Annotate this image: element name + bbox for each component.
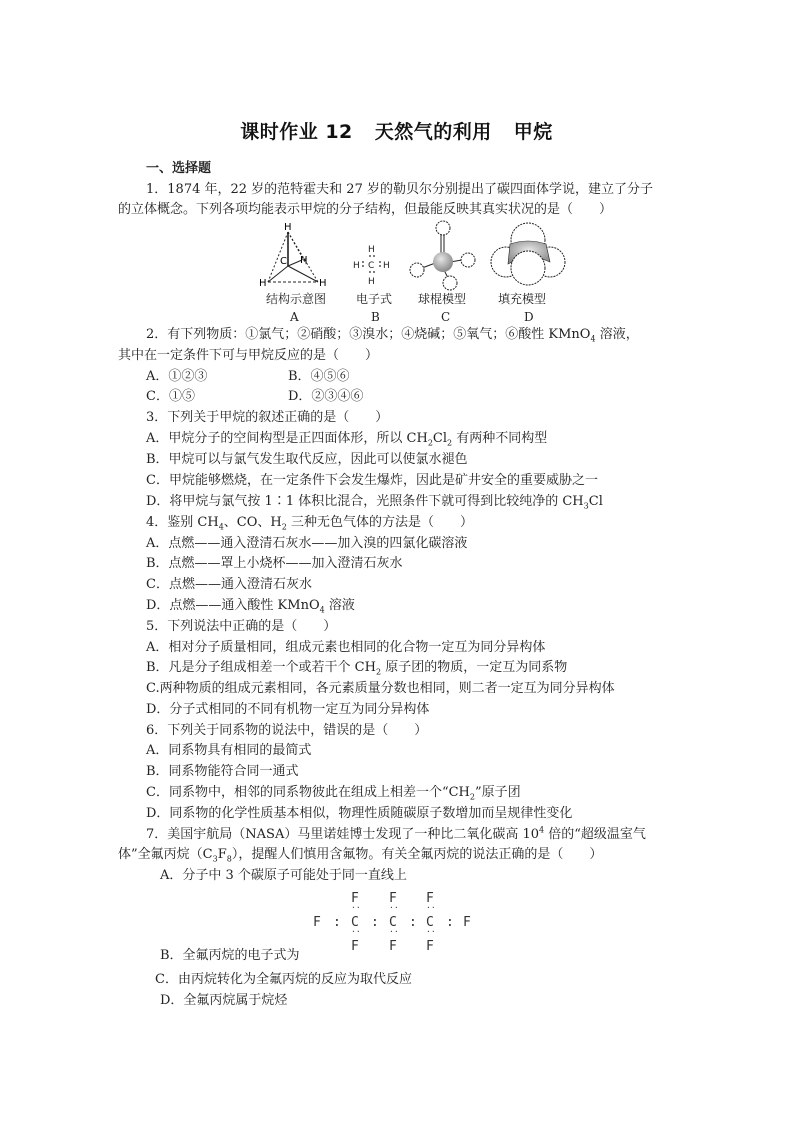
- q7-option-d[interactable]: D．全氟丙烷属于烷烃: [160, 993, 288, 1008]
- q3-option-d[interactable]: D．将甲烷与氯气按 1∶1 体积比混合，光照条件下就可得到比较纯净的 $CH_3Cl$: [146, 494, 603, 511]
- q2-stem-line2: 其中在一定条件下可与甲烷反应的是（ ）: [118, 348, 379, 363]
- eb-h-top: H: [368, 245, 375, 255]
- q7-option-a[interactable]: A．分子中 3 个碳原子可能处于同一直线上: [160, 868, 407, 883]
- page-title: [0, 117, 793, 144]
- q4-stem: 4．鉴别 $CH_4$、CO、$H_2$ 三种无色气体的方法是（ ）: [146, 515, 473, 532]
- q2-option-d[interactable]: D．②③④⑥: [288, 389, 364, 404]
- q1-stem-line2: 的立体概念。下列各项均能表示甲烷的分子结构，但最能反映其真实状况的是（ ）: [118, 202, 613, 217]
- q2-stem-line1: 2．有下列物质：①氯气；②硝酸；③溴水；④烧碱；⑤氧气；⑥酸性 KMnO$_4$ 溶液，: [146, 327, 639, 344]
- q4-option-d[interactable]: D．点燃——通入酸性 KMnO$_4$ 溶液: [146, 598, 355, 615]
- figure-caption-c: 球棍模型: [418, 292, 467, 306]
- title-part-2: 天然气的利用: [374, 121, 492, 143]
- q6-option-a[interactable]: A．同系物具有相同的最简式: [146, 743, 312, 758]
- figure-caption-b: 电子式: [356, 292, 393, 306]
- q7-stem-line1: 7．美国宇航局（NASA）马里诺娃博士发现了一种比二氧化碳高 $10^4$ 倍的“超级温室气: [146, 825, 646, 842]
- figure-letter-d: D: [524, 310, 534, 324]
- q6-option-b[interactable]: B．同系物能符合同一通式: [146, 764, 299, 779]
- perfluoropropane-electron-formula: F F F F : C : C : C : F ·· ·· ·· ·· ·· ·· F F F: [313, 891, 471, 954]
- q7-stem-line2: 体”全氟丙烷$(C_3F_8)$，提醒人们慎用含氟物。有关全氟丙烷的说法正确的是（ ）: [118, 847, 603, 864]
- methane-ball-stick-model: [408, 220, 480, 292]
- h-atom-right: H: [319, 278, 327, 289]
- h-atom-top: H: [284, 222, 292, 233]
- q5-option-d[interactable]: D．分子式相同的不同有机物一定互为同分异构体: [146, 702, 430, 717]
- q5-option-a[interactable]: A．相对分子质量相同，组成元素也相同的化合物一定互为同分异构体: [146, 640, 546, 655]
- figure-caption-a: 结构示意图: [266, 292, 327, 306]
- q2-option-a[interactable]: A．①②③: [146, 369, 208, 384]
- q2-option-c[interactable]: C．①⑤: [146, 389, 195, 404]
- section-heading: 一、选择题: [146, 161, 212, 176]
- title-part-3: 甲烷: [513, 121, 553, 143]
- figure-letter-a: A: [290, 310, 299, 324]
- eb-c: C: [368, 261, 375, 271]
- q5-option-c[interactable]: C.两种物质的组成元素相同，各元素质量分数也相同，则二者一定互为同分异构体: [146, 681, 615, 696]
- q5-option-b[interactable]: B．凡是分子组成相差一个或若干个 $CH_2$ 原子团的物质，一定互为同系物: [146, 660, 568, 677]
- q3-option-b[interactable]: B．甲烷可以与氯气发生取代反应，因此可以使氯水褪色: [146, 452, 468, 467]
- eb-h-right: H: [383, 261, 390, 271]
- figure-caption-d: 填充模型: [498, 292, 547, 306]
- c-atom: C: [280, 256, 287, 267]
- q4-option-b[interactable]: B．点燃——罩上小烧杯——加入澄清石灰水: [146, 556, 403, 571]
- q3-stem: 3．下列关于甲烷的叙述正确的是（ ）: [146, 410, 389, 425]
- q7-option-c[interactable]: C．由丙烷转化为全氟丙烷的反应为取代反应: [155, 972, 412, 987]
- methane-models-figure: [258, 220, 568, 326]
- figure-letter-c: C: [441, 310, 451, 324]
- methane-space-filling-model: [490, 222, 566, 290]
- q6-option-c[interactable]: C．同系物中，相邻的同系物彼此在组成上相差一个“$CH_2$”原子团: [146, 785, 521, 802]
- h-atom-left: H: [259, 278, 267, 289]
- q3-option-a[interactable]: A．甲烷分子的空间构型是正四面体形，所以 $CH_2Cl_2$ 有两种不同构型: [146, 431, 548, 448]
- q4-option-a[interactable]: A．点燃——通入澄清石灰水——加入溴的四氯化碳溶液: [146, 536, 468, 551]
- h-atom-back: H: [300, 255, 308, 266]
- q6-stem: 6．下列关于同系物的说法中，错误的是（ ）: [146, 723, 428, 738]
- q3-option-c[interactable]: C．甲烷能够燃烧，在一定条件下会发生爆炸，因此是矿井安全的重要威胁之一: [146, 473, 598, 488]
- q2-option-b[interactable]: B．④⑤⑥: [288, 369, 350, 384]
- methane-structure-diagram: [258, 220, 328, 290]
- q6-option-d[interactable]: D．同系物的化学性质基本相似，物理性质随碳原子数增加而呈规律性变化: [146, 806, 573, 821]
- q4-option-c[interactable]: C．点燃——通入澄清石灰水: [146, 577, 312, 592]
- q1-stem-line1: 1．1874 年，22 岁的范特霍夫和 27 岁的勒贝尔分别提出了碳四面体学说，建立了分子: [146, 182, 653, 197]
- eb-h-left: H: [353, 261, 360, 271]
- eb-h-bottom: H: [368, 277, 375, 287]
- q5-stem: 5．下列说法中正确的是（ ）: [146, 619, 337, 634]
- methane-electron-formula: [352, 244, 396, 290]
- figure-letter-b: B: [371, 310, 380, 324]
- title-part-1: 课时作业 12: [240, 121, 353, 143]
- q7-option-b[interactable]: B．全氟丙烷的电子式为: [160, 948, 300, 963]
